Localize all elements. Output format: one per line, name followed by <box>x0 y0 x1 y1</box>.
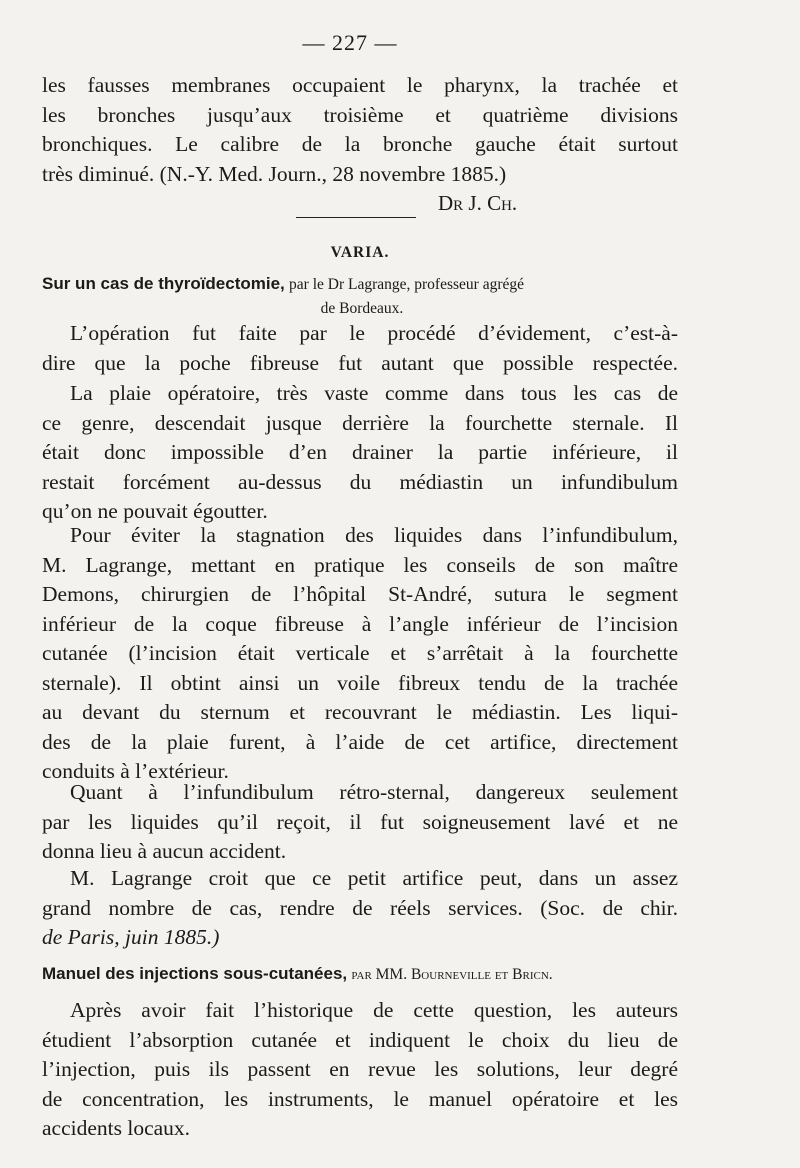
text-line: très diminué. (N.-Y. Med. Journ., 28 novembre 1885.) <box>42 161 507 186</box>
text-line: restait forcément au-dessus du médiastin un infundibulum <box>42 469 678 494</box>
signature: Dr J. Ch. <box>438 191 518 215</box>
text-line: accidents locaux. <box>42 1116 191 1140</box>
article-byline-cont: de Bordeaux. <box>320 300 404 317</box>
article-title: Manuel des injections sous-cutanées, <box>42 964 348 983</box>
text-line: ce genre, descendait jusque derrière la fourchette sternale. Il <box>42 410 678 435</box>
text-line: Quant à l’infundibulum rétro-sternal, dangereux seulement <box>70 780 678 804</box>
text-line: inférieur de la coque fibreuse à l’angle inférieur de l’incision <box>42 611 678 636</box>
article-heading <box>42 962 682 987</box>
text-line: qu’on ne pouvait égoutter. <box>42 499 268 523</box>
page-number: — 227 — <box>302 30 398 55</box>
paragraph <box>42 778 678 867</box>
text-line: bronchiques. Le calibre de la bronche gauche était surtout <box>42 132 678 156</box>
article-heading <box>42 272 682 321</box>
text-line: conduits à l’extérieur. <box>42 759 229 783</box>
text-line: Demons, chirurgien de l’hôpital St-André, sutura le segment <box>42 582 678 606</box>
text-line: donna lieu à aucun accident. <box>42 839 287 863</box>
divider-rule <box>296 217 416 218</box>
text-line: les bronches jusqu’aux troisième et quatrième divisions <box>42 102 678 127</box>
text-line: au devant du sternum et recouvrant le médiastin. Les liqui- <box>42 700 678 724</box>
paragraph <box>42 521 678 787</box>
text-line: l’injection, puis ils passent en revue les solutions, leur degré <box>42 1057 678 1081</box>
text-line: étudient l’absorption cutanée et indiquent le choix du lieu de <box>42 1027 678 1052</box>
article-title: Sur un cas de thyroïdectomie, <box>42 274 285 293</box>
intro-paragraph <box>42 71 678 189</box>
text-line: La plaie opératoire, très vaste comme dans tous les cas de <box>70 381 678 405</box>
paragraph <box>42 864 678 953</box>
text-line: M. Lagrange croit que ce petit artifice peut, dans un assez <box>70 866 678 890</box>
text-line: de concentration, les instruments, le manuel opératoire et les <box>42 1086 678 1111</box>
text-line: Pour éviter la stagnation des liquides dans l’infundibulum, <box>70 523 678 547</box>
text-line: L’opération fut faite par le procédé d’évidement, c’est-à- <box>70 321 678 345</box>
text-line: grand nombre de cas, rendre de réels services. (Soc. de chir. <box>42 895 678 920</box>
paragraph <box>42 996 678 1144</box>
article-byline: par MM. Bourneville et Bricn. <box>351 966 553 983</box>
text-line: M. Lagrange, mettant en pratique les conseils de son maître <box>42 552 678 577</box>
paragraph <box>42 379 678 527</box>
text-line: les fausses membranes occupaient le pharynx, la trachée et <box>42 73 678 97</box>
text-line: était donc impossible d’en drainer la partie inférieure, il <box>42 440 678 464</box>
text-line: dire que la poche fibreuse fut autant que possible respectée. <box>42 350 678 375</box>
text-line: par les liquides qu’il reçoit, il fut soigneusement lavé et ne <box>42 809 678 834</box>
text-line: de Paris, juin 1885.) <box>42 925 220 949</box>
text-line: cutanée (l’incision était verticale et s’arrêtait à la fourchette <box>42 641 678 665</box>
section-title: VARIA. <box>330 244 390 261</box>
article-byline: par le Dr Lagrange, professeur agrégé <box>289 276 524 293</box>
text-line: sternale). Il obtint ainsi un voile fibreux tendu de la trachée <box>42 670 678 695</box>
paragraph <box>42 319 678 378</box>
text-line: Après avoir fait l’historique de cette question, les auteurs <box>70 998 678 1022</box>
text-line: des de la plaie furent, à l’aide de cet artifice, directement <box>42 729 678 754</box>
